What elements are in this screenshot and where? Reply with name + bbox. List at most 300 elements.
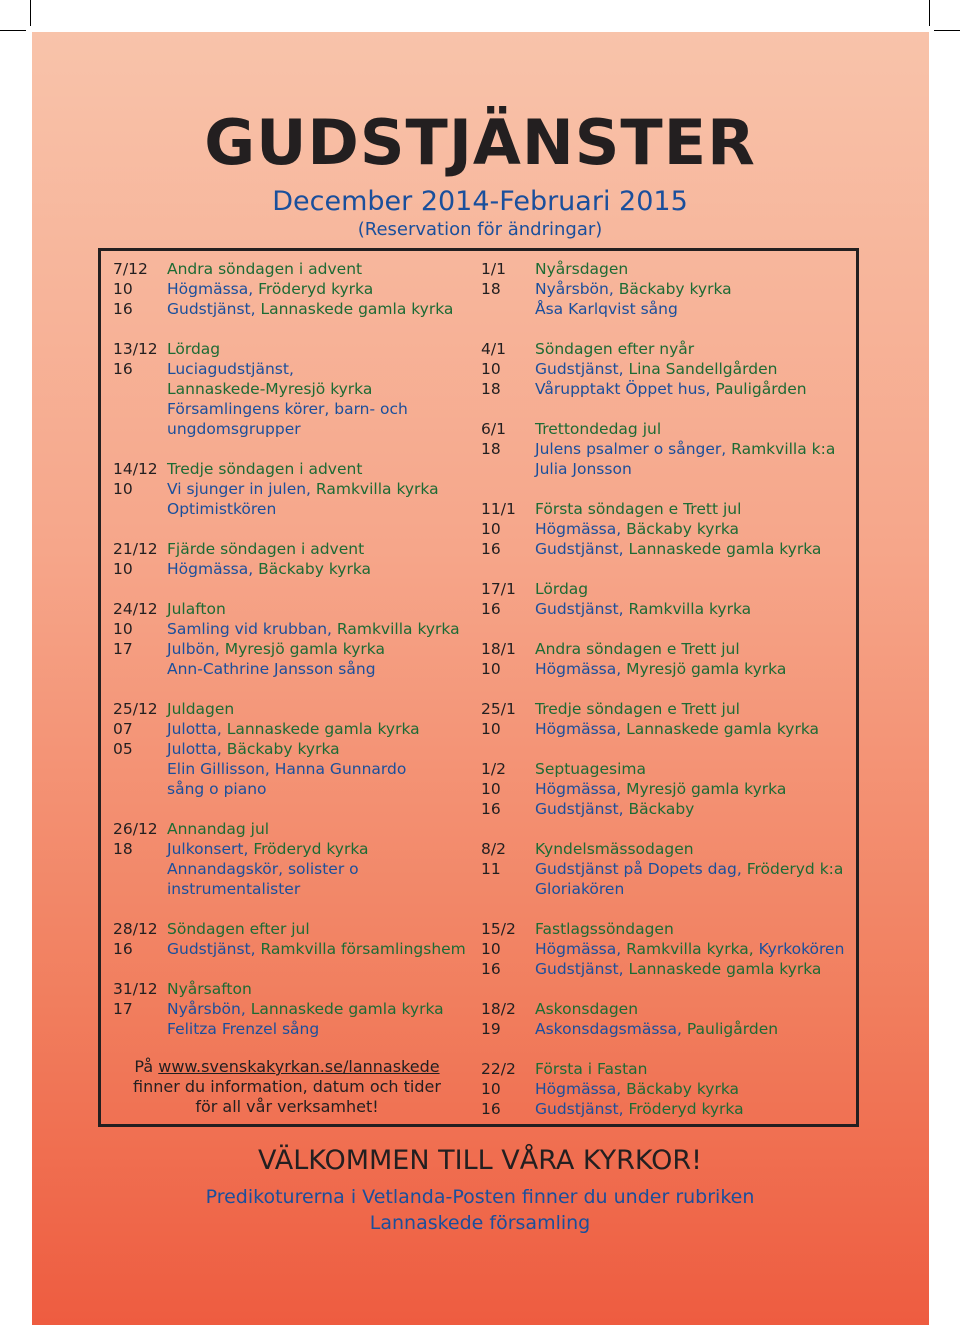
entry-event-row	[113, 379, 471, 399]
entry-event-row	[113, 619, 471, 639]
entry-event-row	[113, 659, 471, 679]
entry-description	[535, 539, 821, 559]
footer-line: Predikoturerna i Vetlanda-Posten finner du under rubriken	[205, 1186, 755, 1208]
schedule-entry	[113, 819, 471, 899]
reservation-note: (Reservation för ändringar)	[357, 219, 603, 240]
entry-date-row	[113, 819, 471, 839]
entry-time	[481, 879, 535, 899]
event-text: Församlingens körer, barn- och	[167, 400, 408, 418]
location-text: Fastlagssöndagen	[535, 920, 674, 938]
event-text: Nyårsbön,	[167, 1000, 251, 1018]
entry-description	[167, 859, 359, 879]
event-text: Åsa Karlqvist sång	[535, 300, 678, 318]
event-text: Julbön,	[167, 640, 225, 658]
location-text: Bäckaby kyrka	[626, 1080, 740, 1098]
entry-description	[535, 519, 739, 539]
entry-event-row	[113, 299, 471, 319]
schedule-entry	[481, 919, 856, 979]
entry-event-row	[481, 299, 856, 319]
entry-event-row	[113, 399, 471, 419]
location-text: Myresjö gamla kyrka	[626, 780, 787, 798]
entry-description	[535, 939, 844, 959]
entry-event-row	[113, 759, 471, 779]
location-text: Myresjö gamla kyrka	[626, 660, 787, 678]
website-link[interactable]: www.svenskakyrkan.se/lannaskede	[158, 1057, 440, 1076]
entry-event-row	[481, 939, 856, 959]
entry-event-row	[481, 719, 856, 739]
schedule-entry	[481, 259, 856, 319]
location-text: Lannaskede gamla kyrka	[260, 300, 454, 318]
entry-day-name	[535, 839, 694, 859]
schedule-entry	[113, 539, 471, 579]
event-text: Elin Gillisson, Hanna Gunnardo	[167, 760, 407, 778]
schedule-entry	[481, 1059, 856, 1119]
event-text: ungdomsgrupper	[167, 420, 301, 438]
entry-description	[167, 279, 373, 299]
entry-day-name	[535, 1059, 648, 1079]
entry-date-row	[481, 639, 856, 659]
entry-day-name	[535, 999, 638, 1019]
entry-date-row	[481, 919, 856, 939]
event-text: Optimistkören	[167, 500, 277, 518]
event-text: Gudstjänst på Dopets dag,	[535, 860, 747, 878]
entry-description	[167, 879, 300, 899]
location-text: Lannaskede gamla kyrka	[226, 720, 420, 738]
entry-time: 16	[113, 300, 133, 318]
entry-date-row	[113, 339, 471, 359]
entry-event-row	[481, 459, 856, 479]
entry-day-name	[535, 339, 694, 359]
entry-event-row	[481, 879, 856, 899]
entry-description	[535, 459, 632, 479]
location-text: Tredje söndagen e Trett jul	[535, 700, 740, 718]
entry-date: 13/12	[113, 340, 158, 358]
entry-time	[113, 1019, 167, 1039]
entry-event-row	[481, 439, 856, 459]
entry-description	[535, 359, 777, 379]
event-text: Högmässa,	[535, 780, 627, 798]
location-text: Lannaskede gamla kyrka	[626, 720, 820, 738]
location-text: Nyårsdagen	[535, 260, 629, 278]
entry-date-row	[481, 339, 856, 359]
entry-time: 18	[481, 380, 501, 398]
entry-date-row	[481, 419, 856, 439]
event-text: Gudstjänst,	[167, 940, 261, 958]
entry-description	[167, 779, 267, 799]
schedule-entry	[113, 979, 471, 1039]
entry-day-name	[167, 339, 220, 359]
location-text: Myresjö gamla kyrka	[224, 640, 385, 658]
entry-event-row	[113, 479, 471, 499]
entry-day-name	[535, 579, 588, 599]
event-text: Askonsdagsmässa,	[535, 1020, 687, 1038]
crop-mark	[934, 30, 960, 31]
event-text: Julens psalmer o sånger,	[535, 440, 732, 458]
schedule-entry	[113, 599, 471, 679]
entry-date: 22/2	[481, 1060, 516, 1078]
entry-day-name	[167, 459, 362, 479]
entry-time: 17	[113, 1000, 133, 1018]
entry-date-row	[113, 599, 471, 619]
footer-text	[0, 1184, 960, 1236]
entry-date: 18/1	[481, 640, 516, 658]
location-text: Juldagen	[167, 700, 235, 718]
location-text: Första söndagen e Trett jul	[535, 500, 742, 518]
entry-time: 10	[481, 520, 501, 538]
location-text: Tredje söndagen i advent	[167, 460, 363, 478]
entry-event-row	[481, 539, 856, 559]
entry-day-name	[535, 499, 741, 519]
entry-event-row	[113, 279, 471, 299]
event-text: Julotta,	[167, 740, 227, 758]
entry-event-row	[481, 519, 856, 539]
location-text: Fröderyd k:a	[746, 860, 844, 878]
entry-description	[167, 299, 453, 319]
entry-description	[535, 659, 786, 679]
entry-date-row	[113, 259, 471, 279]
entry-date-row	[481, 759, 856, 779]
entry-date-row	[113, 919, 471, 939]
entry-description	[535, 719, 819, 739]
location-text: Ramkvilla kyrka	[628, 600, 752, 618]
entry-date-row	[113, 539, 471, 559]
entry-date: 25/12	[113, 700, 158, 718]
event-text: Kyrkokören	[753, 940, 845, 958]
entry-description	[167, 479, 439, 499]
entry-description	[167, 359, 294, 379]
entry-time: 16	[113, 360, 133, 378]
entry-description	[535, 1099, 744, 1119]
entry-event-row	[113, 739, 471, 759]
entry-event-row	[113, 859, 471, 879]
event-text: Nyårsbön,	[535, 280, 619, 298]
entry-description	[167, 559, 371, 579]
event-text: Luciagudstjänst,	[167, 360, 294, 378]
event-text: Högmässa,	[167, 280, 259, 298]
event-text: Vi sjunger in julen,	[167, 480, 316, 498]
entry-time: 10	[481, 720, 501, 738]
location-text: Första i Fastan	[535, 1060, 648, 1078]
entry-time: 10	[113, 620, 133, 638]
entry-description	[167, 659, 376, 679]
entry-day-name	[167, 599, 226, 619]
website-info	[112, 1057, 462, 1117]
entry-day-name	[535, 759, 646, 779]
entry-time: 10	[481, 780, 501, 798]
entry-time	[481, 459, 535, 479]
entry-date-row	[481, 499, 856, 519]
event-text: Gudstjänst,	[535, 540, 629, 558]
event-text: Högmässa,	[535, 1080, 627, 1098]
location-text: Lannaskede gamla kyrka	[628, 540, 822, 558]
entry-date: 28/12	[113, 920, 158, 938]
entry-date-row	[113, 699, 471, 719]
entry-date-row	[113, 459, 471, 479]
schedule-entry	[481, 639, 856, 679]
event-text: Gudstjänst,	[535, 1100, 629, 1118]
event-text: Annandagskör, solister o	[167, 860, 359, 878]
info-prefix: På	[134, 1057, 159, 1076]
entry-date: 15/2	[481, 920, 516, 938]
location-text: Lannaskede gamla kyrka	[250, 1000, 444, 1018]
entry-date: 6/1	[481, 420, 506, 438]
entry-description	[167, 399, 408, 419]
entry-description	[535, 599, 751, 619]
event-text: Julia Jonsson	[535, 460, 632, 478]
entry-date: 14/12	[113, 460, 158, 478]
entry-date: 8/2	[481, 840, 506, 858]
entry-description	[167, 639, 385, 659]
entry-time: 18	[481, 440, 501, 458]
location-text: Ramkvilla församlingshem	[260, 940, 466, 958]
event-text: Felitza Frenzel sång	[167, 1020, 320, 1038]
entry-day-name	[535, 919, 674, 939]
schedule-entry	[481, 419, 856, 479]
entry-day-name	[167, 979, 252, 999]
entry-event-row	[113, 559, 471, 579]
entry-event-row	[481, 859, 856, 879]
event-text: Ann-Cathrine Jansson sång	[167, 660, 376, 678]
entry-time: 10	[113, 560, 133, 578]
crop-mark	[0, 30, 26, 31]
entry-event-row	[481, 659, 856, 679]
location-text: Lina Sandellgården	[628, 360, 778, 378]
event-text: Gloriakören	[535, 880, 625, 898]
entry-date-row	[481, 699, 856, 719]
location-text: Bäckaby	[628, 800, 695, 818]
location-text: Fjärde söndagen i advent	[167, 540, 365, 558]
entry-description	[167, 419, 301, 439]
location-text: Nyårsafton	[167, 980, 252, 998]
location-text: Söndagen efter nyår	[535, 340, 695, 358]
location-text: Fröderyd kyrka	[258, 280, 374, 298]
entry-date-row	[113, 979, 471, 999]
entry-date-row	[481, 259, 856, 279]
entry-date: 26/12	[113, 820, 158, 838]
event-text: Högmässa,	[535, 720, 627, 738]
event-text: instrumentalister	[167, 880, 301, 898]
location-text: Trettondedag jul	[535, 420, 662, 438]
entry-time: 16	[481, 1100, 501, 1118]
entry-day-name	[167, 539, 364, 559]
location-text: Ramkvilla kyrka	[336, 620, 460, 638]
entry-description	[535, 299, 678, 319]
entry-description	[167, 619, 460, 639]
entry-event-row	[481, 959, 856, 979]
event-text: Gudstjänst,	[167, 300, 261, 318]
location-text: Fröderyd kyrka	[628, 1100, 744, 1118]
entry-day-name	[535, 699, 740, 719]
schedule-entry	[113, 699, 471, 799]
entry-time: 19	[481, 1020, 501, 1038]
entry-time: 17	[113, 640, 133, 658]
entry-date-row	[481, 999, 856, 1019]
entry-description	[535, 1079, 739, 1099]
entry-date: 4/1	[481, 340, 506, 358]
entry-event-row	[113, 839, 471, 859]
location-text: Söndagen efter jul	[167, 920, 310, 938]
entry-time: 07	[113, 720, 133, 738]
entry-description	[167, 1019, 319, 1039]
entry-event-row	[113, 999, 471, 1019]
event-text: Högmässa,	[535, 940, 627, 958]
entry-time: 10	[113, 480, 133, 498]
entry-time	[113, 659, 167, 679]
entry-day-name	[167, 919, 310, 939]
event-text: Högmässa,	[167, 560, 259, 578]
entry-event-row	[481, 359, 856, 379]
entry-event-row	[113, 879, 471, 899]
location-text: Ramkvilla kyrka,	[626, 940, 754, 958]
entry-day-name	[535, 259, 628, 279]
entry-description	[167, 499, 276, 519]
entry-time: 11	[481, 860, 501, 878]
location-text: Ramkvilla k:a	[731, 440, 836, 458]
schedule-column-left	[113, 259, 471, 1059]
entry-date-row	[481, 579, 856, 599]
entry-event-row	[481, 1019, 856, 1039]
entry-event-row	[113, 779, 471, 799]
event-text: Gudstjänst,	[535, 360, 629, 378]
entry-description	[167, 379, 372, 399]
location-text: Bäckaby kyrka	[226, 740, 340, 758]
entry-time: 16	[113, 940, 133, 958]
info-line: finner du information, datum och tider	[133, 1077, 441, 1096]
entry-date: 11/1	[481, 500, 516, 518]
schedule-entry	[481, 999, 856, 1039]
event-text: sång o piano	[167, 780, 267, 798]
location-text: Annandag jul	[167, 820, 270, 838]
entry-time: 18	[113, 840, 133, 858]
entry-time	[113, 399, 167, 419]
entry-event-row	[113, 419, 471, 439]
location-text: Pauligården	[715, 380, 807, 398]
entry-event-row	[481, 599, 856, 619]
entry-time	[113, 879, 167, 899]
schedule-entry	[481, 339, 856, 399]
location-text: Julafton	[167, 600, 226, 618]
location-text: Septuagesima	[535, 760, 646, 778]
entry-date: 1/2	[481, 760, 506, 778]
location-text: Lannaskede-Myresjö kyrka	[167, 380, 373, 398]
location-text: Bäckaby kyrka	[618, 280, 732, 298]
entry-time: 10	[481, 940, 501, 958]
entry-description	[167, 759, 406, 779]
location-text: Andra söndagen e Trett jul	[535, 640, 740, 658]
schedule-entry	[481, 839, 856, 899]
entry-day-name	[167, 819, 269, 839]
event-text: Julotta,	[167, 720, 227, 738]
schedule-entry	[481, 499, 856, 559]
crop-mark	[929, 0, 930, 26]
entry-event-row	[481, 779, 856, 799]
event-text: Julkonsert,	[167, 840, 254, 858]
entry-time: 10	[113, 280, 133, 298]
entry-date-row	[481, 1059, 856, 1079]
location-text: Askonsdagen	[535, 1000, 639, 1018]
entry-day-name	[535, 639, 740, 659]
schedule-entry	[113, 919, 471, 959]
entry-time: 10	[481, 660, 501, 678]
entry-time: 05	[113, 740, 133, 758]
entry-date: 17/1	[481, 580, 516, 598]
entry-description	[167, 719, 420, 739]
welcome-heading: VÄLKOMMEN TILL VÅRA KYRKOR!	[257, 1145, 702, 1176]
entry-event-row	[113, 359, 471, 379]
location-text: Bäckaby kyrka	[626, 520, 740, 538]
location-text: Pauligården	[686, 1020, 779, 1038]
entry-event-row	[113, 639, 471, 659]
entry-event-row	[481, 1079, 856, 1099]
entry-time: 10	[481, 1080, 501, 1098]
entry-description	[535, 959, 821, 979]
entry-date: 18/2	[481, 1000, 516, 1018]
event-text: Vårupptakt Öppet hus,	[535, 380, 716, 398]
location-text: Andra söndagen i advent	[167, 260, 363, 278]
entry-description	[535, 439, 835, 459]
entry-event-row	[481, 1099, 856, 1119]
event-text: Högmässa,	[535, 520, 627, 538]
entry-description	[535, 799, 694, 819]
entry-time	[113, 859, 167, 879]
entry-day-name	[535, 419, 661, 439]
entry-time	[113, 379, 167, 399]
entry-time	[113, 499, 167, 519]
entry-day-name	[167, 699, 234, 719]
entry-time: 16	[481, 540, 501, 558]
event-text: Samling vid krubban,	[167, 620, 337, 638]
footer-line: Lannaskede församling	[369, 1212, 591, 1234]
entry-time: 16	[481, 800, 501, 818]
entry-event-row	[113, 719, 471, 739]
entry-event-row	[113, 499, 471, 519]
location-text: Lördag	[167, 340, 221, 358]
entry-description	[167, 999, 444, 1019]
entry-time: 18	[481, 280, 501, 298]
schedule-column-right	[481, 259, 856, 1139]
page-title: GUDSTJÄNSTER	[204, 106, 756, 179]
entry-event-row	[113, 939, 471, 959]
schedule-entry	[481, 699, 856, 739]
schedule-entry	[113, 459, 471, 519]
schedule-entry	[113, 259, 471, 319]
schedule-entry	[113, 339, 471, 439]
page-subtitle: December 2014-Februari 2015	[272, 186, 688, 217]
entry-event-row	[113, 1019, 471, 1039]
location-text: Ramkvilla kyrka	[315, 480, 439, 498]
entry-description	[535, 859, 843, 879]
entry-date-row	[481, 839, 856, 859]
entry-description	[167, 939, 466, 959]
location-text: Kyndelsmässodagen	[535, 840, 694, 858]
entry-time: 16	[481, 600, 501, 618]
entry-date: 7/12	[113, 260, 148, 278]
entry-time: 10	[481, 360, 501, 378]
entry-event-row	[481, 799, 856, 819]
entry-event-row	[481, 379, 856, 399]
entry-description	[167, 739, 340, 759]
entry-description	[535, 379, 807, 399]
entry-description	[535, 1019, 778, 1039]
event-text: Gudstjänst,	[535, 960, 629, 978]
location-text: Bäckaby kyrka	[258, 560, 372, 578]
entry-date: 21/12	[113, 540, 158, 558]
entry-description	[167, 839, 369, 859]
schedule-entry	[481, 759, 856, 819]
entry-date: 1/1	[481, 260, 506, 278]
entry-time: 16	[481, 960, 501, 978]
entry-time	[113, 419, 167, 439]
